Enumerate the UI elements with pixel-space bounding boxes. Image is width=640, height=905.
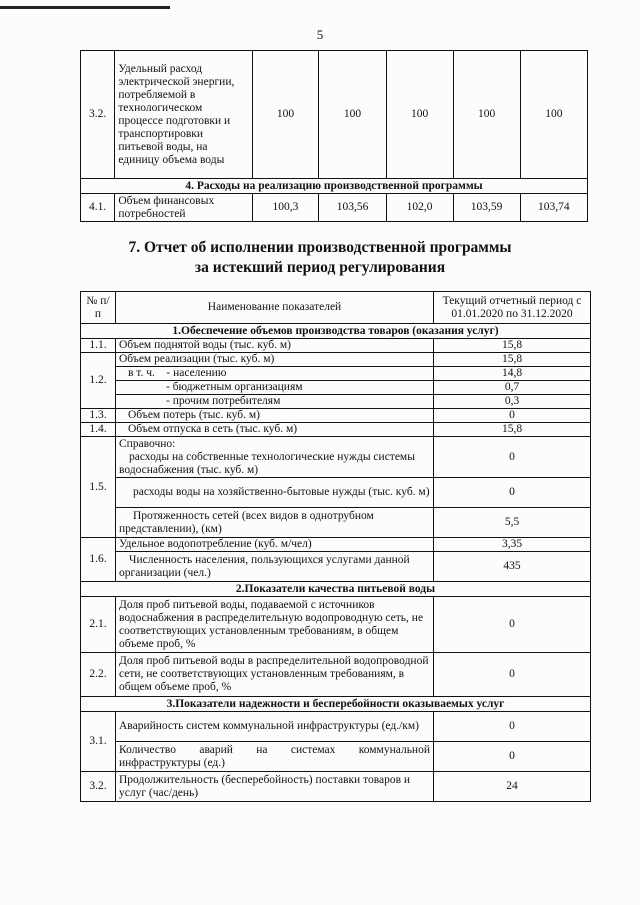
- row-value: 0,3: [434, 395, 591, 409]
- row-name: Продолжительность (бесперебойность) поставки товаров и услуг (час/день): [116, 772, 434, 802]
- row-name: расходы на собственные технологические нужды системы водоснабжения (тыс. куб. м): [119, 450, 415, 476]
- row-value: 0,7: [434, 381, 591, 395]
- row-value: 14,8: [434, 367, 591, 381]
- row-name: Количество аварий на системах коммунальной инфраструктуры (ед.): [116, 742, 434, 772]
- section-row: [81, 582, 591, 597]
- row-value: 435: [434, 552, 591, 582]
- section-row: [81, 324, 591, 339]
- report-title-line2: за истекший период регулирования: [194, 259, 446, 276]
- row-value: 15,8: [434, 353, 591, 367]
- value-cell: 102,0: [386, 194, 453, 222]
- value-cell: 103,56: [319, 194, 386, 222]
- row-value: 15,8: [434, 423, 591, 437]
- header-num: № п/п: [81, 292, 116, 324]
- row-value: 3,35: [434, 538, 591, 552]
- value-cell: 100: [319, 51, 386, 179]
- table-row: [81, 381, 591, 395]
- section-heading: 1.Обеспечение объемов производства товаров (оказания услуг): [81, 324, 591, 339]
- value-cell: 100: [386, 51, 453, 179]
- table-row: [81, 552, 591, 582]
- table-row: [81, 742, 591, 772]
- row-value: 15,8: [434, 339, 591, 353]
- row-value: 24: [434, 772, 591, 802]
- row-number: 2.1.: [81, 597, 116, 653]
- row-value: 0: [434, 437, 591, 478]
- row-number: 1.3.: [81, 409, 116, 423]
- row-number: 1.6.: [81, 538, 116, 582]
- row-name: Объем поднятой воды (тыс. куб. м): [116, 339, 434, 353]
- report-title-line1: 7. Отчет об исполнении производственной программы: [128, 239, 512, 256]
- reference-label: Справочно:: [119, 437, 176, 450]
- table-row: [81, 409, 591, 423]
- row-description: Удельный расход электрической энергии, потребляемой в технологическом процессе подготовки и транспортировки питьевой воды, на единицу объема воды: [115, 51, 252, 179]
- row-number: 3.2.: [81, 51, 115, 179]
- section-heading: 2.Показатели качества питьевой воды: [81, 582, 591, 597]
- row-name: Численность населения, пользующихся услугами данной организации (чел.): [116, 552, 434, 582]
- value-cell: 100: [520, 51, 587, 179]
- table-row: [81, 423, 591, 437]
- report-table: [80, 291, 591, 802]
- value-cell: 100,3: [252, 194, 319, 222]
- header-rule: [0, 6, 170, 9]
- row-value: 5,5: [434, 508, 591, 538]
- table-row: [81, 437, 591, 478]
- page-number: 5: [316, 27, 324, 42]
- row-name: Объем потерь (тыс. куб. м): [116, 409, 434, 423]
- section-row: [81, 697, 591, 712]
- row-number: 4.1.: [81, 194, 115, 222]
- row-number: 1.5.: [81, 437, 116, 538]
- row-value: 0: [434, 478, 591, 508]
- row-number: 1.1.: [81, 339, 116, 353]
- row-value: 0: [434, 409, 591, 423]
- row-name: - бюджетным организациям: [116, 381, 434, 395]
- table-row: [81, 508, 591, 538]
- table-row: [81, 653, 591, 697]
- row-number: 3.2.: [81, 772, 116, 802]
- row-name: Объем реализации (тыс. куб. м): [116, 353, 434, 367]
- row-name: расходы воды на хозяйственно-бытовые нужды (тыс. куб. м): [116, 478, 434, 508]
- row-name: Аварийность систем коммунальной инфраструктуры (ед./км): [116, 712, 434, 742]
- table-row: [81, 353, 591, 367]
- row-name: - прочим потребителям: [116, 395, 434, 409]
- table-row: [81, 597, 591, 653]
- table-row: [81, 367, 591, 381]
- table-row: [81, 395, 591, 409]
- row-number: 1.4.: [81, 423, 116, 437]
- table-row: [81, 478, 591, 508]
- row-name: в т. ч. - населению: [116, 367, 434, 381]
- section-row: [81, 179, 588, 194]
- table-row: [81, 51, 588, 179]
- table-row: [81, 538, 591, 552]
- row-name: Доля проб питьевой воды в распределительной водопроводной сети, не соответствующих установленным требованиям, в общем объеме проб, %: [116, 653, 434, 697]
- value-cell: 103,74: [520, 194, 587, 222]
- table-row: [81, 194, 588, 222]
- row-description: Объем финансовых потребностей: [115, 194, 252, 222]
- value-cell: 103,59: [453, 194, 520, 222]
- table-row: [81, 772, 591, 802]
- row-number: 2.2.: [81, 653, 116, 697]
- row-name: Объем отпуска в сеть (тыс. куб. м): [116, 423, 434, 437]
- value-cell: 100: [252, 51, 319, 179]
- reference-cell: [116, 437, 434, 478]
- program-table-continued: [80, 50, 588, 222]
- row-number: 1.2.: [81, 353, 116, 409]
- row-number: 3.1.: [81, 712, 116, 772]
- row-value: 0: [434, 712, 591, 742]
- value-cell: 100: [453, 51, 520, 179]
- header-period: Текущий отчетный период с 01.01.2020 по 31.12.2020: [434, 292, 591, 324]
- section-heading: 4. Расходы на реализацию производственной программы: [81, 179, 588, 194]
- row-value: 0: [434, 653, 591, 697]
- section-heading: 3.Показатели надежности и бесперебойности оказываемых услуг: [81, 697, 591, 712]
- table-row: [81, 712, 591, 742]
- header-name: Наименование показателей: [116, 292, 434, 324]
- row-value: 0: [434, 742, 591, 772]
- row-name: Доля проб питьевой воды, подаваемой с источников водоснабжения в распределительную водопроводную сеть, не соответствующих установленным требованиям, в общем объеме проб, %: [116, 597, 434, 653]
- row-value: 0: [434, 597, 591, 653]
- row-name: Удельное водопотребление (куб. м/чел): [116, 538, 434, 552]
- table-row: [81, 339, 591, 353]
- header-row: [81, 292, 591, 324]
- row-name: Протяженность сетей (всех видов в однотрубном представлении), (км): [116, 508, 434, 538]
